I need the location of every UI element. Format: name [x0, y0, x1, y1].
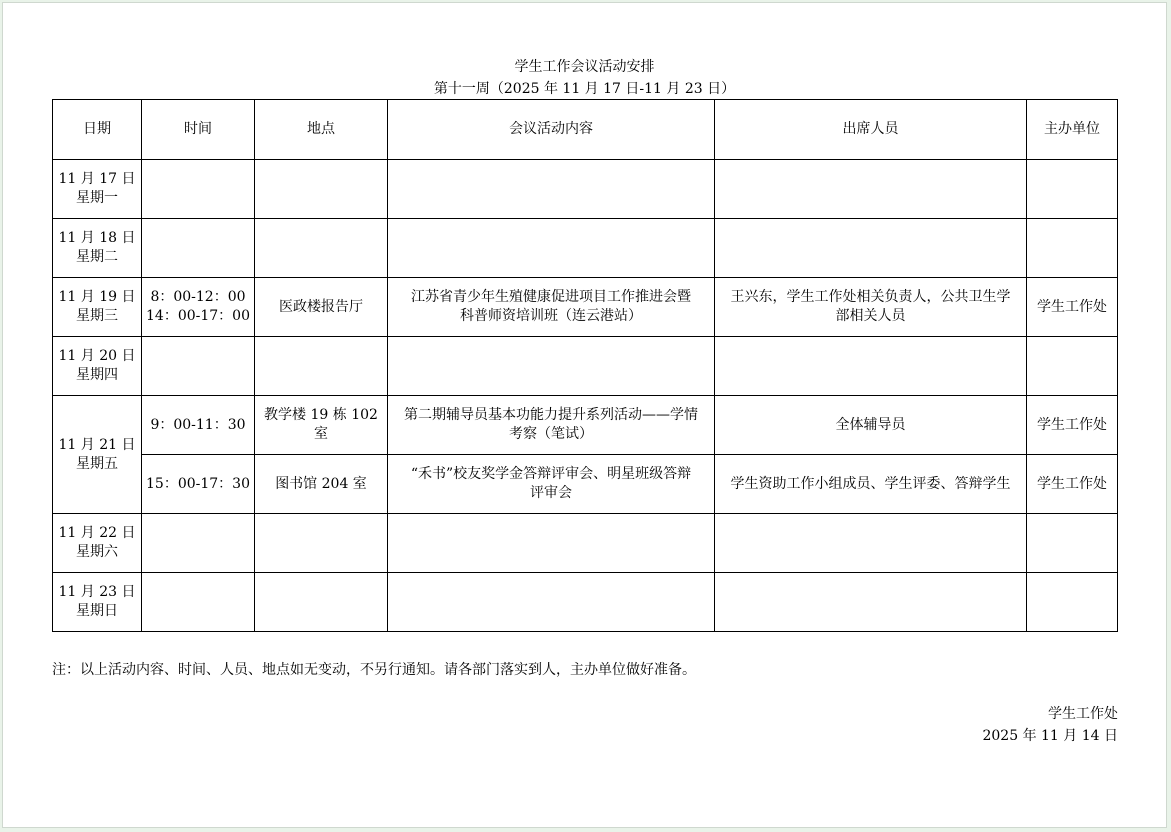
date-cell: [53, 396, 142, 514]
table-row: [53, 396, 1118, 455]
date-text: 11 月 20 日: [58, 348, 136, 364]
empty-cell: [1027, 514, 1118, 573]
organizer-cell: 学生工作处: [1027, 455, 1118, 514]
time-cell: [142, 396, 255, 455]
location-cell: 图书馆 204 室: [255, 455, 388, 514]
attendees-text: 学生资助工作小组成员、学生评委、答辩学生: [730, 475, 1011, 492]
empty-cell: [142, 337, 255, 396]
attendees-cell: [715, 278, 1027, 337]
empty-cell: [715, 219, 1027, 278]
empty-cell: [388, 514, 715, 573]
date-text: 11 月 17 日: [58, 171, 136, 187]
location-cell: 医政楼报告厅: [255, 278, 388, 337]
date-cell: [53, 514, 142, 573]
content-cell: [388, 455, 715, 514]
empty-cell: [255, 160, 388, 219]
time-text: 14：00-17：00: [146, 308, 250, 324]
weekday-text: 星期五: [76, 455, 118, 472]
content-text: “禾书”校友奖学金答辩评审会、明星班级答辩: [410, 466, 692, 482]
empty-cell: [142, 573, 255, 632]
empty-cell: [142, 514, 255, 573]
attendees-text: 王兴东，学生工作处相关负责人，公共卫生学: [730, 289, 1011, 305]
time-cell: [142, 278, 255, 337]
empty-cell: [142, 160, 255, 219]
header-content: 会议活动内容: [388, 100, 715, 160]
document-title: 学生工作会议活动安排: [514, 59, 655, 75]
header-date: 日期: [53, 100, 142, 160]
date-text: 11 月 18 日: [58, 230, 136, 246]
content-text: 第二期辅导员基本功能力提升系列活动——学情: [404, 407, 698, 423]
time-text: 8：00-12：00: [150, 289, 246, 305]
weekday-text: 星期三: [76, 308, 118, 324]
time-text: 15：00-17：30: [146, 475, 250, 492]
content-cell: [388, 278, 715, 337]
weekday-text: 星期六: [76, 544, 118, 560]
header-organizer: 主办单位: [1027, 100, 1118, 160]
time-cell: [142, 455, 255, 514]
attendees-text: 部相关人员: [835, 308, 906, 324]
empty-cell: [142, 219, 255, 278]
empty-cell: [715, 514, 1027, 573]
date-cell: [53, 160, 142, 219]
weekday-text: 星期日: [76, 603, 118, 619]
table-row: [53, 278, 1118, 337]
content-text: 科普师资培训班（连云港站）: [460, 308, 642, 324]
content-text: 考察（笔试）: [509, 426, 593, 442]
empty-cell: [388, 337, 715, 396]
time-text: 9：00-11：30: [150, 416, 246, 433]
organizer-cell: 学生工作处: [1027, 278, 1118, 337]
header-attendees: 出席人员: [715, 100, 1027, 160]
date-cell: [53, 278, 142, 337]
table-row: [53, 514, 1118, 573]
attendees-cell: [715, 396, 1027, 455]
empty-cell: [388, 219, 715, 278]
empty-cell: [255, 219, 388, 278]
empty-cell: [255, 337, 388, 396]
content-text: 评审会: [530, 485, 572, 501]
header-time: 时间: [142, 100, 255, 160]
empty-cell: [388, 160, 715, 219]
empty-cell: [715, 337, 1027, 396]
weekday-text: 星期一: [76, 190, 118, 206]
empty-cell: [1027, 160, 1118, 219]
date-text: 11 月 22 日: [58, 525, 136, 541]
location-cell: 教学楼 19 栋 102 室: [255, 396, 388, 455]
issue-date: 2025 年 11 月 14 日: [982, 728, 1118, 744]
footnote: 注：以上活动内容、时间、人员、地点如无变动，不另行通知。请各部门落实到人，主办单位做好准备。: [52, 662, 696, 678]
empty-cell: [715, 160, 1027, 219]
issuer-signature: 学生工作处: [1048, 706, 1118, 722]
date-text: 11 月 21 日: [58, 436, 136, 453]
content-text: 江苏省青少年生殖健康促进项目工作推进会暨: [411, 289, 691, 305]
header-location: 地点: [255, 100, 388, 160]
table-row: [53, 160, 1118, 219]
table-row: [53, 573, 1118, 632]
empty-cell: [715, 573, 1027, 632]
content-cell: [388, 396, 715, 455]
table-row: [53, 455, 1118, 514]
schedule-table: [52, 99, 1118, 632]
date-text: 11 月 23 日: [58, 584, 136, 600]
weekday-text: 星期四: [76, 367, 118, 383]
empty-cell: [1027, 337, 1118, 396]
attendees-text: 全体辅导员: [835, 416, 906, 433]
weekday-text: 星期二: [76, 249, 118, 265]
empty-cell: [255, 514, 388, 573]
date-cell: [53, 337, 142, 396]
organizer-cell: 学生工作处: [1027, 396, 1118, 455]
attendees-cell: [715, 455, 1027, 514]
table-row: [53, 337, 1118, 396]
empty-cell: [1027, 219, 1118, 278]
date-cell: [53, 573, 142, 632]
empty-cell: [388, 573, 715, 632]
document-subtitle: 第十一周（2025 年 11 月 17 日-11 月 23 日）: [433, 81, 736, 97]
table-row: [53, 219, 1118, 278]
table-header-row: [53, 100, 1118, 160]
empty-cell: [1027, 573, 1118, 632]
empty-cell: [255, 573, 388, 632]
date-text: 11 月 19 日: [58, 289, 136, 305]
date-cell: [53, 219, 142, 278]
